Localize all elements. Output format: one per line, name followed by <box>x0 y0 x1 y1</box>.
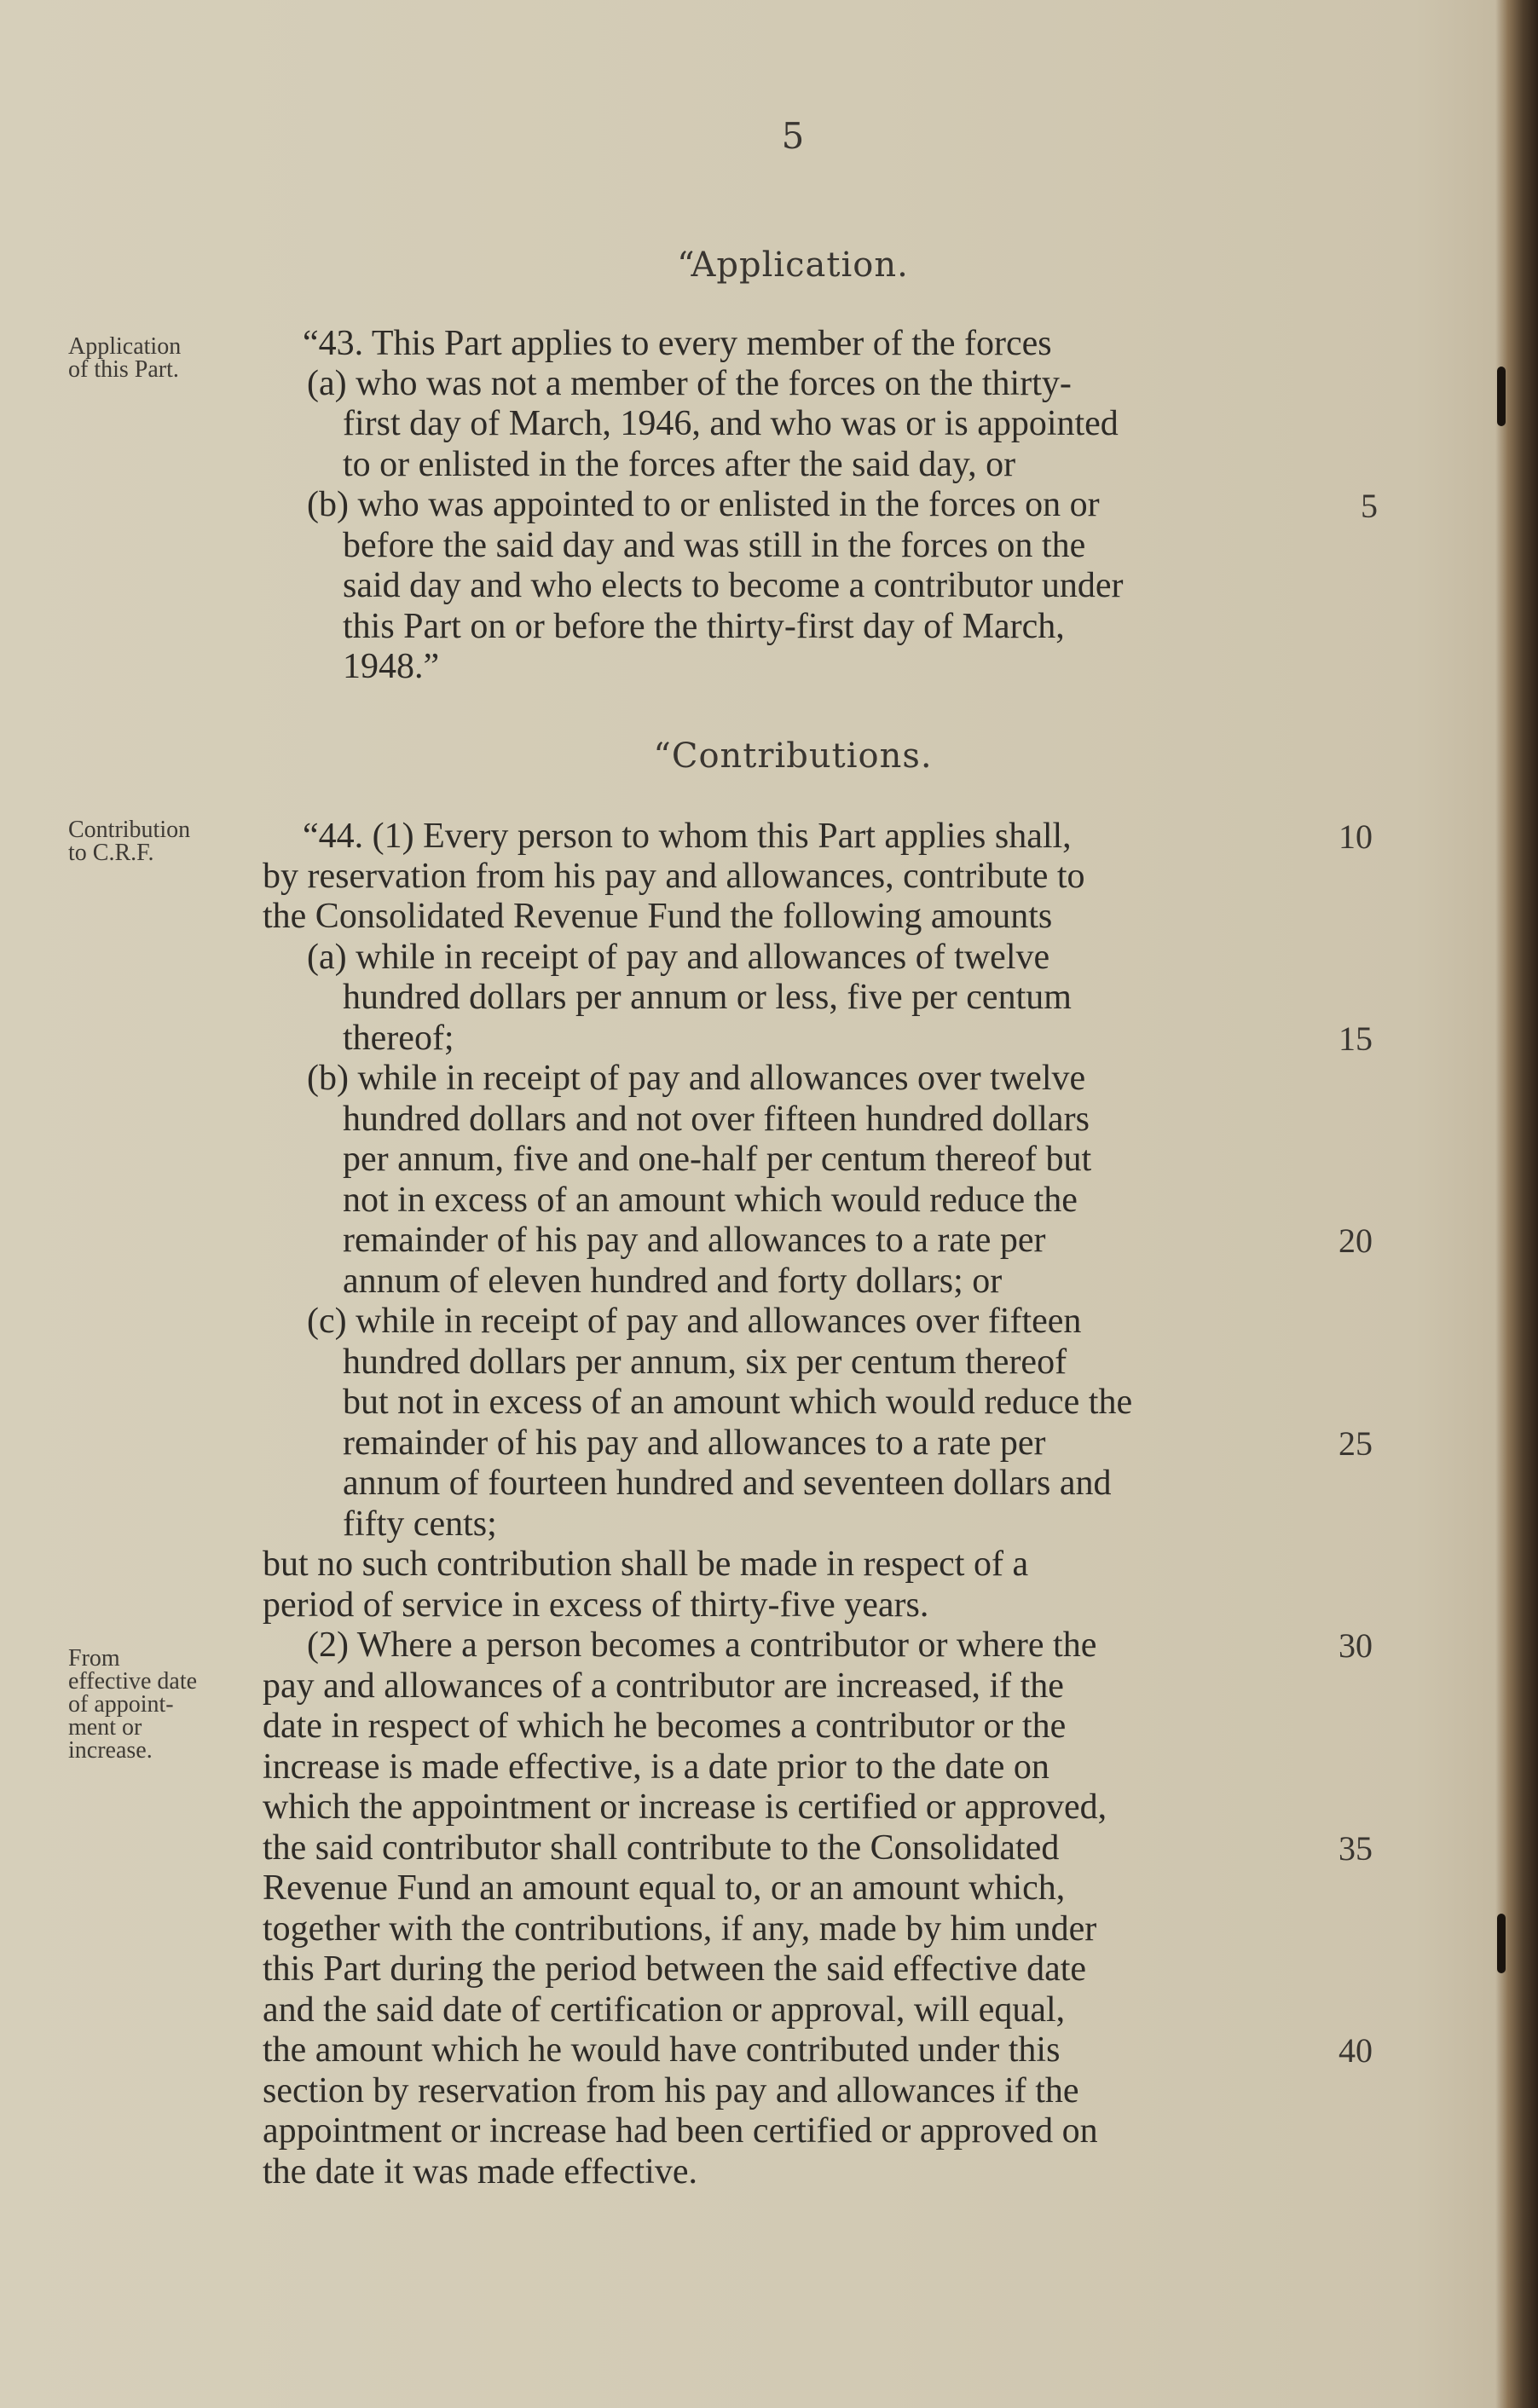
section-44-line: date in respect of which he becomes a contributor or the <box>263 1706 1067 1746</box>
line-number: 25 <box>1339 1424 1373 1463</box>
section-44-line: together with the contributions, if any, made by him under <box>263 1909 1097 1949</box>
section-44-line: the said contributor shall contribute to the Consolidated <box>263 1828 1060 1868</box>
section-43-line: before the said day and was still in the forces on the <box>343 526 1086 565</box>
section-44-line: remainder of his pay and allowances to a rate per <box>343 1221 1046 1260</box>
line-number: 40 <box>1339 2031 1373 2070</box>
section-44-line: the Consolidated Revenue Fund the following amounts <box>263 897 1053 936</box>
marginal-line: From <box>68 1645 120 1672</box>
section-44-line: period of service in excess of thirty-five years. <box>263 1585 929 1625</box>
section-44-line: annum of eleven hundred and forty dollars; or <box>343 1262 1003 1301</box>
marginal-line: increase. <box>68 1737 153 1764</box>
section-44-line: per annum, five and one-half per centum thereof but <box>343 1140 1092 1179</box>
marginal-line: of appoint- <box>68 1691 174 1718</box>
page-number: 5 <box>781 115 805 157</box>
section-44-line: hundred dollars and not over fifteen hundred dollars <box>343 1100 1090 1139</box>
section-44-line: “44. (1) Every person to whom this Part applies shall, <box>303 817 1072 856</box>
marginal-line: Application <box>68 333 182 360</box>
line-number: 15 <box>1339 1019 1373 1058</box>
section-44-line: Revenue Fund an amount equal to, or an amount which, <box>263 1868 1066 1908</box>
marginal-line: Contribution <box>68 817 191 843</box>
section-43-line: to or enlisted in the forces after the said day, or <box>343 445 1016 484</box>
marginal-line: of this Part. <box>68 356 179 383</box>
section-44-line: which the appointment or increase is certified or approved, <box>263 1787 1107 1827</box>
section-44-line: but not in excess of an amount which would reduce the <box>343 1383 1133 1422</box>
line-number: 10 <box>1339 817 1373 856</box>
section-44-line: hundred dollars per annum or less, five per centum <box>343 978 1072 1017</box>
section-44-line: annum of fourteen hundred and seventeen dollars and <box>343 1464 1112 1503</box>
section-44-line: this Part during the period between the said effective date <box>263 1949 1087 1989</box>
section-44-line: (a) while in receipt of pay and allowances of twelve <box>307 938 1050 977</box>
section-43-line: (a) who was not a member of the forces on the thirty- <box>307 364 1072 403</box>
section-44-line: not in excess of an amount which would reduce the <box>343 1181 1078 1220</box>
binding-mark <box>1497 1914 1506 1973</box>
marginal-line: effective date <box>68 1668 198 1695</box>
line-number: 35 <box>1339 1829 1373 1868</box>
section-44-line: (b) while in receipt of pay and allowances over twelve <box>307 1059 1086 1098</box>
section-43-line: first day of March, 1946, and who was or is appointed <box>343 404 1119 443</box>
section-43-line: said day and who elects to become a contributor under <box>343 566 1124 605</box>
section-44-line: hundred dollars per annum, six per centum thereof <box>343 1343 1067 1382</box>
line-number: 5 <box>1361 487 1378 525</box>
section-43-line: (b) who was appointed to or enlisted in the forces on or <box>307 485 1100 524</box>
page-binding-edge <box>1495 0 1538 2408</box>
section-44-line: thereof; <box>343 1019 454 1058</box>
section-44-line: and the said date of certification or approval, will equal, <box>263 1990 1066 2030</box>
section-44-line: but no such contribution shall be made in respect of a <box>263 1545 1029 1584</box>
marginal-note-contribution <box>68 818 256 864</box>
heading-contributions: “Contributions. <box>653 736 933 776</box>
section-44-line: by reservation from his pay and allowances, contribute to <box>263 857 1085 896</box>
section-44-line: (2) Where a person becomes a contributor or where the <box>307 1626 1097 1665</box>
heading-application: “Application. <box>677 245 909 285</box>
section-43-line: 1948.” <box>343 647 440 686</box>
section-44-line: the amount which he would have contributed under this <box>263 2030 1061 2070</box>
section-44-line: increase is made effective, is a date prior to the date on <box>263 1747 1049 1787</box>
marginal-note-from-effective-date <box>68 1647 256 1762</box>
section-44-line: fifty cents; <box>343 1504 497 1544</box>
section-44-line: appointment or increase had been certified or approved on <box>263 2111 1098 2151</box>
line-number: 30 <box>1339 1626 1373 1665</box>
line-number: 20 <box>1339 1221 1373 1260</box>
section-44-line: the date it was made effective. <box>263 2152 697 2191</box>
section-44-line: (c) while in receipt of pay and allowances over fifteen <box>307 1302 1082 1341</box>
marginal-line: ment or <box>68 1714 142 1741</box>
section-44-line: remainder of his pay and allowances to a rate per <box>343 1423 1046 1463</box>
marginal-line: to C.R.F. <box>68 840 154 866</box>
binding-mark <box>1497 367 1506 426</box>
section-43-line: this Part on or before the thirty-first day of March, <box>343 607 1065 646</box>
marginal-note-application <box>68 335 256 381</box>
section-44-line: section by reservation from his pay and allowances if the <box>263 2071 1079 2111</box>
section-44-line: pay and allowances of a contributor are increased, if the <box>263 1666 1064 1706</box>
section-43-line: “43. This Part applies to every member of the forces <box>303 324 1052 363</box>
